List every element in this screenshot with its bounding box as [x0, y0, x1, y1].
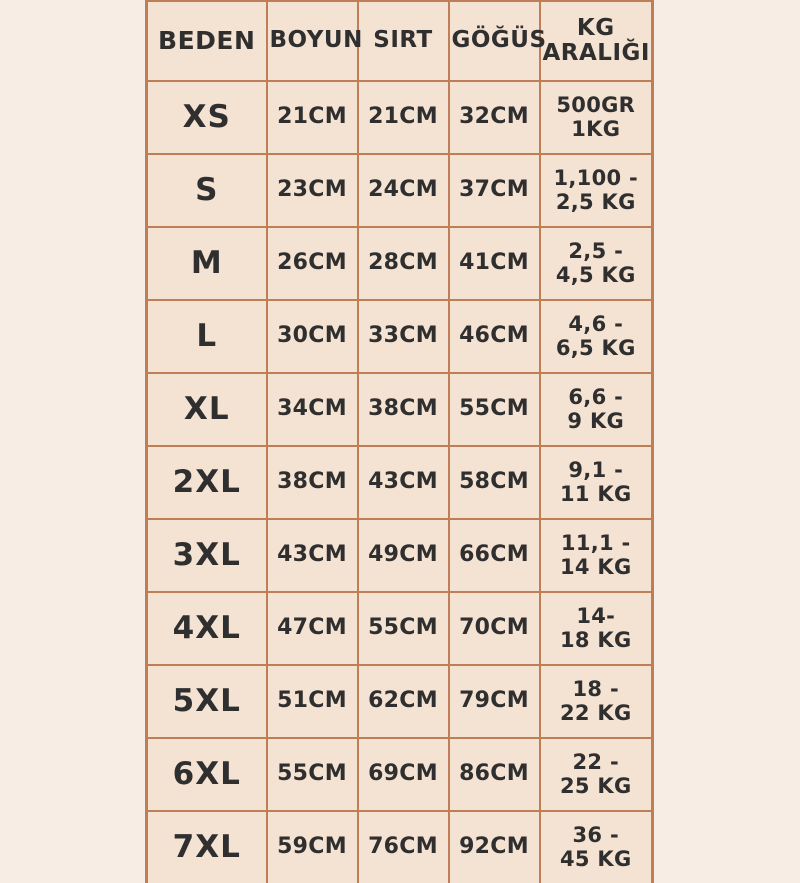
table-row: [147, 300, 653, 373]
cell-boyun: 30CM: [267, 300, 358, 373]
cell-kg-line2: 4,5 KG: [555, 262, 636, 287]
cell-sirt: 62CM: [358, 665, 449, 738]
cell-boyun: 26CM: [267, 227, 358, 300]
cell-kg-line2: 1KG: [571, 116, 621, 141]
cell-gogus: 86CM: [449, 738, 540, 811]
column-header-boyun: BOYUN: [267, 1, 358, 81]
cell-kg-line2: 45 KG: [559, 846, 632, 871]
table-row: [147, 811, 653, 883]
cell-boyun: 43CM: [267, 519, 358, 592]
cell-kg: [540, 811, 653, 883]
cell-kg-line2: 2,5 KG: [555, 189, 636, 214]
cell-kg-line1: 36 -: [572, 822, 619, 847]
cell-kg-line2: 14 KG: [559, 554, 632, 579]
cell-kg-line1: 6,6 -: [568, 384, 624, 409]
cell-sirt: 33CM: [358, 300, 449, 373]
cell-kg-line2: 22 KG: [559, 700, 632, 725]
cell-gogus: 92CM: [449, 811, 540, 883]
cell-gogus: 79CM: [449, 665, 540, 738]
table-row: [147, 227, 653, 300]
cell-kg: [540, 738, 653, 811]
cell-kg-line1: 500GR: [556, 92, 636, 117]
column-header-kg-line1: KG: [576, 14, 615, 41]
cell-kg-line1: 2,5 -: [568, 238, 624, 263]
cell-beden: 6XL: [147, 738, 267, 811]
cell-kg: [540, 446, 653, 519]
table-header-row: [147, 1, 653, 81]
column-header-sirt: SIRT: [358, 1, 449, 81]
cell-gogus: 70CM: [449, 592, 540, 665]
cell-gogus: 55CM: [449, 373, 540, 446]
cell-sirt: 28CM: [358, 227, 449, 300]
cell-kg-line2: 18 KG: [559, 627, 632, 652]
cell-beden: M: [147, 227, 267, 300]
cell-kg-line1: 4,6 -: [568, 311, 624, 336]
column-header-beden: BEDEN: [147, 1, 267, 81]
cell-sirt: 38CM: [358, 373, 449, 446]
cell-beden: 5XL: [147, 665, 267, 738]
cell-boyun: 51CM: [267, 665, 358, 738]
column-header-kg-line2: ARALIĞI: [542, 40, 650, 66]
cell-boyun: 21CM: [267, 81, 358, 154]
cell-sirt: 24CM: [358, 154, 449, 227]
cell-gogus: 58CM: [449, 446, 540, 519]
table-row: [147, 665, 653, 738]
cell-kg: [540, 81, 653, 154]
cell-gogus: 66CM: [449, 519, 540, 592]
table-row: [147, 154, 653, 227]
cell-kg-line2: 11 KG: [559, 481, 632, 506]
cell-gogus: 32CM: [449, 81, 540, 154]
table-row: [147, 81, 653, 154]
cell-beden: 4XL: [147, 592, 267, 665]
table-body: [147, 81, 653, 883]
cell-kg: [540, 373, 653, 446]
cell-sirt: 49CM: [358, 519, 449, 592]
cell-kg-line2: 9 KG: [567, 408, 625, 433]
cell-kg: [540, 519, 653, 592]
table-row: [147, 373, 653, 446]
column-header-kg-araligi: [540, 1, 653, 81]
cell-beden: L: [147, 300, 267, 373]
size-chart-table: [145, 0, 654, 883]
table-row: [147, 592, 653, 665]
cell-beden: S: [147, 154, 267, 227]
cell-sirt: 76CM: [358, 811, 449, 883]
cell-gogus: 37CM: [449, 154, 540, 227]
cell-kg: [540, 665, 653, 738]
cell-beden: XS: [147, 81, 267, 154]
cell-boyun: 47CM: [267, 592, 358, 665]
cell-beden: XL: [147, 373, 267, 446]
cell-gogus: 46CM: [449, 300, 540, 373]
cell-kg: [540, 592, 653, 665]
cell-sirt: 21CM: [358, 81, 449, 154]
cell-boyun: 34CM: [267, 373, 358, 446]
cell-kg-line1: 11,1 -: [560, 530, 631, 555]
cell-sirt: 43CM: [358, 446, 449, 519]
cell-boyun: 55CM: [267, 738, 358, 811]
cell-beden: 2XL: [147, 446, 267, 519]
cell-kg-line1: 22 -: [572, 749, 619, 774]
cell-beden: 7XL: [147, 811, 267, 883]
cell-kg: [540, 227, 653, 300]
cell-kg-line2: 25 KG: [559, 773, 632, 798]
table-row: [147, 519, 653, 592]
size-chart-container: [145, 0, 651, 883]
cell-gogus: 41CM: [449, 227, 540, 300]
cell-kg-line1: 18 -: [572, 676, 619, 701]
table-row: [147, 446, 653, 519]
column-header-gogus: GÖĞÜS: [449, 1, 540, 81]
cell-boyun: 59CM: [267, 811, 358, 883]
table-header: [147, 1, 653, 81]
cell-kg-line1: 14-: [576, 603, 616, 628]
cell-kg-line1: 1,100 -: [553, 165, 639, 190]
cell-boyun: 23CM: [267, 154, 358, 227]
cell-kg: [540, 154, 653, 227]
cell-kg-line1: 9,1 -: [568, 457, 624, 482]
cell-sirt: 69CM: [358, 738, 449, 811]
cell-kg: [540, 300, 653, 373]
cell-boyun: 38CM: [267, 446, 358, 519]
cell-sirt: 55CM: [358, 592, 449, 665]
cell-kg-line2: 6,5 KG: [555, 335, 636, 360]
table-row: [147, 738, 653, 811]
cell-beden: 3XL: [147, 519, 267, 592]
